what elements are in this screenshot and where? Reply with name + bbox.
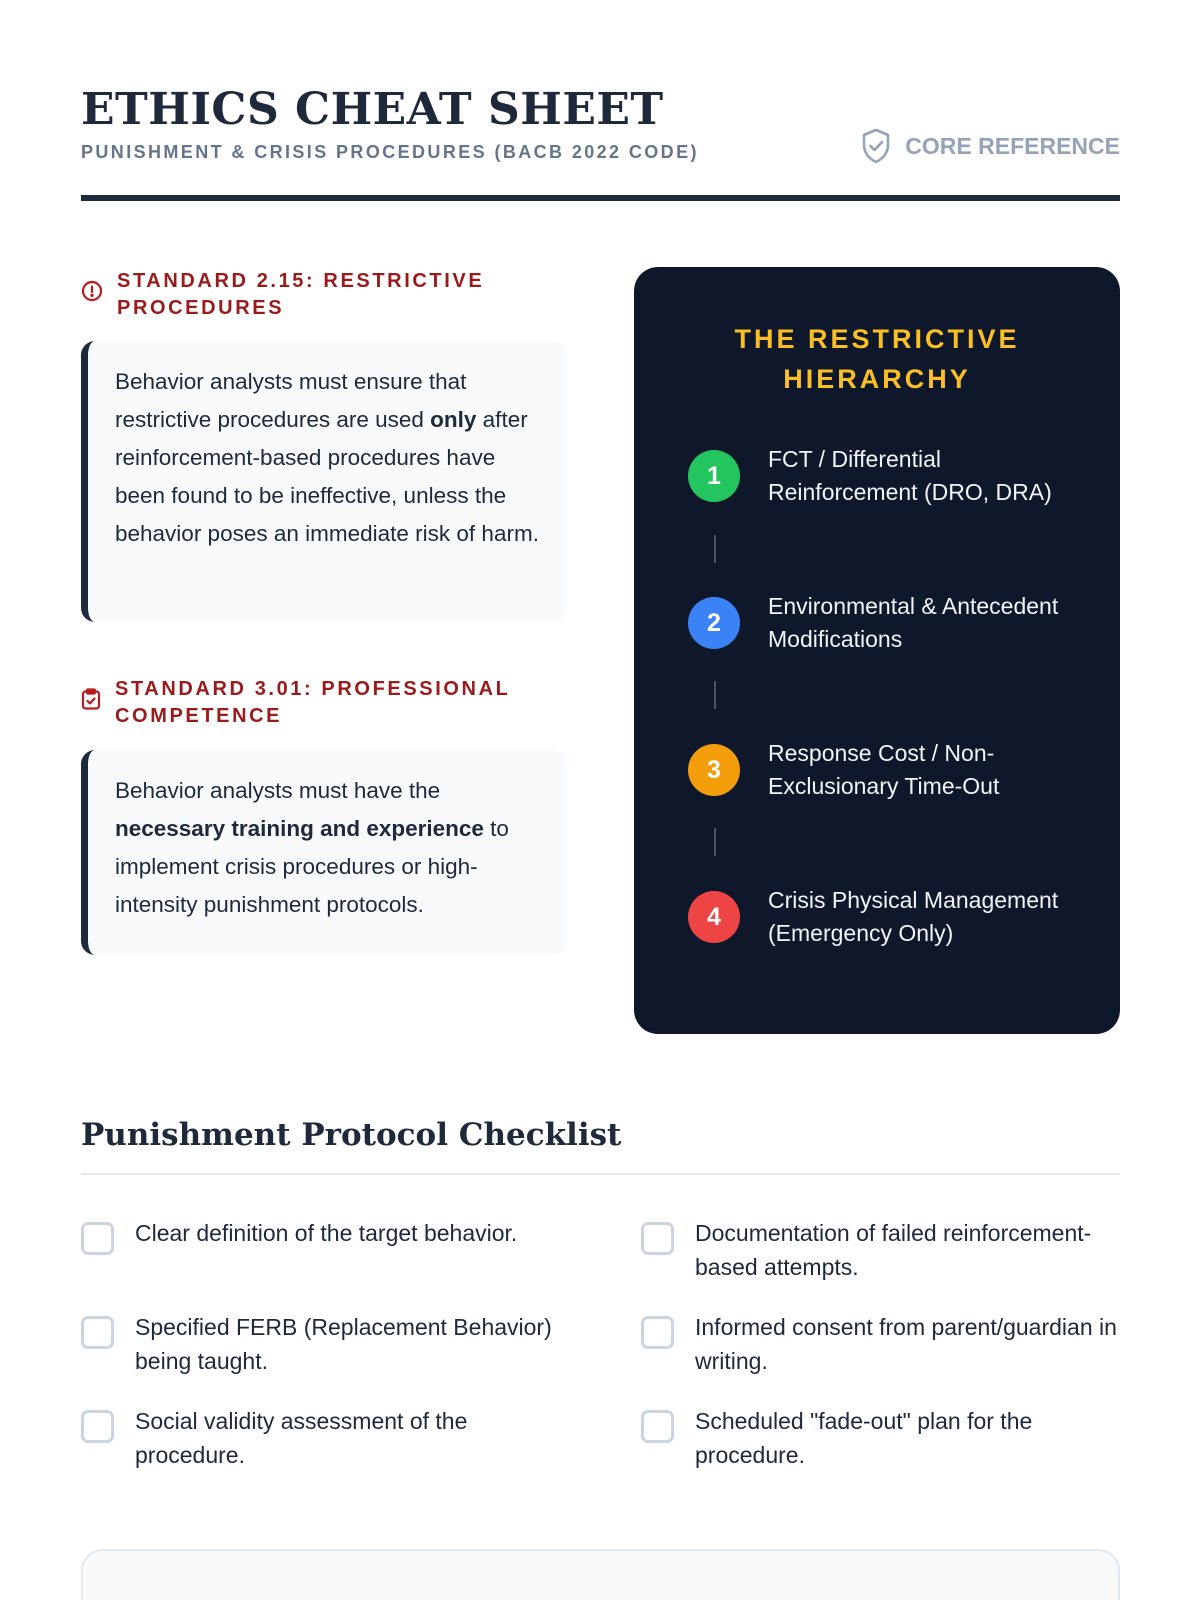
- checklist-item: [641, 1404, 1131, 1472]
- checklist-item-text: Documentation of failed reinforcement-based attempts.: [695, 1220, 1092, 1280]
- page-header: [81, 84, 1120, 201]
- step-number-2: 2: [688, 597, 740, 649]
- checklist-item-text: Social validity assessment of the procedure.: [135, 1408, 468, 1468]
- hierarchy-step-4: [688, 884, 1078, 950]
- checkbox[interactable]: [641, 1222, 674, 1255]
- checkbox[interactable]: [81, 1410, 114, 1443]
- checklist-item: [81, 1216, 571, 1255]
- checkbox[interactable]: [641, 1316, 674, 1349]
- standard-2-15-text-b: after reinforcement-based procedures have been found to be ineffective, unless the behavior poses an immediate risk of harm.: [115, 407, 539, 546]
- checklist-item: [81, 1404, 571, 1472]
- checklist-item-text: Scheduled "fade-out" plan for the procedure.: [695, 1408, 1033, 1468]
- standard-3-01-box: [81, 750, 567, 955]
- hierarchy-title: [634, 319, 1120, 399]
- standard-2-15-text-a: Behavior analysts must ensure that restrictive procedures are used: [115, 369, 467, 432]
- checkbox[interactable]: [81, 1222, 114, 1255]
- checklist-item-text: Informed consent from parent/guardian in writing.: [695, 1314, 1117, 1374]
- standard-2-15-title: STANDARD 2.15: RESTRICTIVE PROCEDURES: [117, 270, 485, 319]
- standard-2-15-heading: [81, 268, 537, 322]
- hierarchy-title-line-1: THE RESTRICTIVE: [734, 324, 1020, 354]
- core-reference-badge: [861, 128, 1120, 164]
- hierarchy-connector: [714, 681, 716, 709]
- page-title: ETHICS CHEAT SHEET: [81, 84, 664, 135]
- shield-check-icon: [861, 128, 891, 164]
- checkbox[interactable]: [641, 1410, 674, 1443]
- standard-3-01-heading: [81, 676, 535, 730]
- hierarchy-step-1: [688, 443, 1078, 509]
- hierarchy-connector: [714, 828, 716, 856]
- standard-3-01-title: STANDARD 3.01: PROFESSIONAL COMPETENCE: [115, 678, 511, 727]
- hierarchy-connector: [714, 535, 716, 563]
- restrictive-hierarchy-panel: [634, 267, 1120, 1034]
- standard-3-01-emphasis: necessary training and experience: [115, 816, 484, 841]
- alert-circle-icon: [81, 280, 103, 307]
- checklist-item: [641, 1310, 1131, 1378]
- checklist-divider: [81, 1173, 1120, 1175]
- step-label-4: Crisis Physical Management (Emergency Only): [768, 887, 1059, 946]
- checklist-item-text: Clear definition of the target behavior.: [135, 1220, 518, 1246]
- hierarchy-title-line-2: HIERARCHY: [783, 364, 971, 394]
- step-number-1: 1: [688, 450, 740, 502]
- page-subtitle: PUNISHMENT & CRISIS PROCEDURES (BACB 2022 CODE): [81, 142, 699, 162]
- standard-3-01-text-b: to implement crisis procedures or high-intensity punishment protocols.: [115, 816, 509, 917]
- checklist-item: [81, 1310, 571, 1378]
- checklist-title: Punishment Protocol Checklist: [81, 1117, 622, 1153]
- checklist-item: [641, 1216, 1131, 1284]
- checklist-item-text: Specified FERB (Replacement Behavior) being taught.: [135, 1314, 552, 1374]
- step-number-4: 4: [688, 891, 740, 943]
- hierarchy-step-3: [688, 737, 1078, 803]
- step-label-2: Environmental & Antecedent Modifications: [768, 593, 1059, 652]
- bottom-card: [81, 1549, 1120, 1600]
- hierarchy-step-2: [688, 590, 1078, 656]
- standard-2-15-box: [81, 341, 567, 622]
- step-label-3: Response Cost / Non-Exclusionary Time-Out: [768, 740, 1000, 799]
- core-reference-label: CORE REFERENCE: [905, 132, 1120, 159]
- step-number-3: 3: [688, 744, 740, 796]
- clipboard-check-icon: [81, 688, 101, 715]
- standard-2-15-emphasis: only: [430, 407, 477, 432]
- standard-3-01-text-a: Behavior analysts must have the: [115, 778, 441, 803]
- checkbox[interactable]: [81, 1316, 114, 1349]
- step-label-1: FCT / Differential Reinforcement (DRO, DRA): [768, 446, 1052, 505]
